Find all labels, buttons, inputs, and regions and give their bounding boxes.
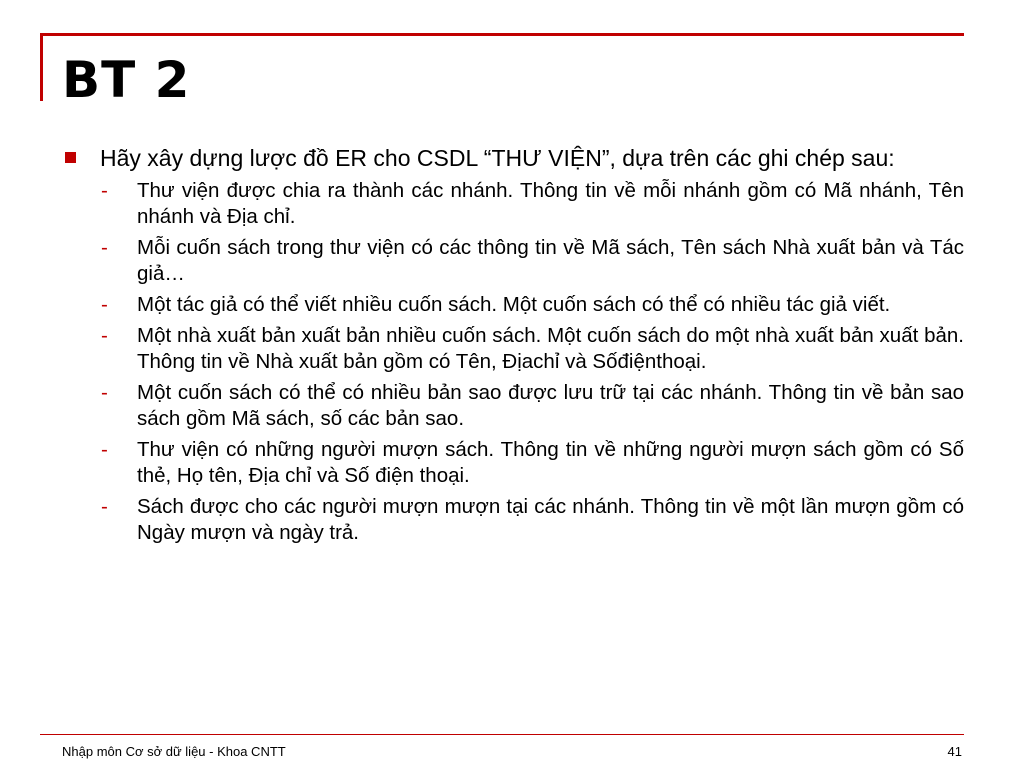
footer-divider <box>40 734 964 735</box>
sub-bullet-item <box>62 380 964 432</box>
dash-bullet-icon: - <box>101 381 108 404</box>
square-bullet-icon <box>65 152 76 163</box>
sub-bullet-item <box>62 323 964 375</box>
title-accent-vertical-line <box>40 33 43 101</box>
main-bullet-text: Hãy xây dựng lược đồ ER cho CSDL “THƯ VIỆN”, dựa trên các ghi chép sau: <box>100 145 895 171</box>
sub-bullet-item <box>62 235 964 287</box>
sub-bullet-item <box>62 437 964 489</box>
sub-bullet-text: Sách được cho các người mượn mượn tại các nhánh. Thông tin về một lần mượn gồm có Ngày mượn và ngày trả. <box>137 495 964 544</box>
dash-bullet-icon: - <box>101 495 108 518</box>
sub-bullet-item <box>62 178 964 230</box>
dash-bullet-icon: - <box>101 324 108 347</box>
sub-bullet-text: Thư viện được chia ra thành các nhánh. Thông tin về mỗi nhánh gồm có Mã nhánh, Tên nhánh và Địa chỉ. <box>137 179 964 228</box>
sub-bullet-text: Một tác giả có thể viết nhiều cuốn sách. Một cuốn sách có thể có nhiều tác giả viết. <box>137 293 891 316</box>
sub-bullet-text: Mỗi cuốn sách trong thư viện có các thông tin về Mã sách, Tên sách Nhà xuất bản và Tác giả… <box>137 236 964 285</box>
slide-title: BT 2 <box>62 51 191 109</box>
sub-bullet-item <box>62 494 964 546</box>
sub-bullet-text: Một nhà xuất bản xuất bản nhiều cuốn sách. Một cuốn sách do một nhà xuất bản xuất bản. Thông tin về Nhà xuất bản gồm có Tên, Địachỉ và Sốđiệnthoại. <box>137 324 964 373</box>
dash-bullet-icon: - <box>101 438 108 461</box>
footer-page-number: 41 <box>947 744 962 759</box>
main-bullet <box>62 142 964 174</box>
slide-content <box>62 142 964 551</box>
sub-bullet-item <box>62 292 964 318</box>
dash-bullet-icon: - <box>101 179 108 202</box>
dash-bullet-icon: - <box>101 293 108 316</box>
sub-bullet-text: Một cuốn sách có thể có nhiều bản sao được lưu trữ tại các nhánh. Thông tin về bản sao sách gồm Mã sách, số các bản sao. <box>137 381 964 430</box>
title-accent-horizontal-line <box>40 33 964 36</box>
sub-bullet-list <box>62 178 964 546</box>
sub-bullet-text: Thư viện có những người mượn sách. Thông tin về những người mượn sách gồm có Số thẻ, Họ tên, Địa chỉ và Số điện thoại. <box>137 438 964 487</box>
dash-bullet-icon: - <box>101 236 108 259</box>
footer-course-label: Nhập môn Cơ sở dữ liệu - Khoa CNTT <box>62 744 286 759</box>
